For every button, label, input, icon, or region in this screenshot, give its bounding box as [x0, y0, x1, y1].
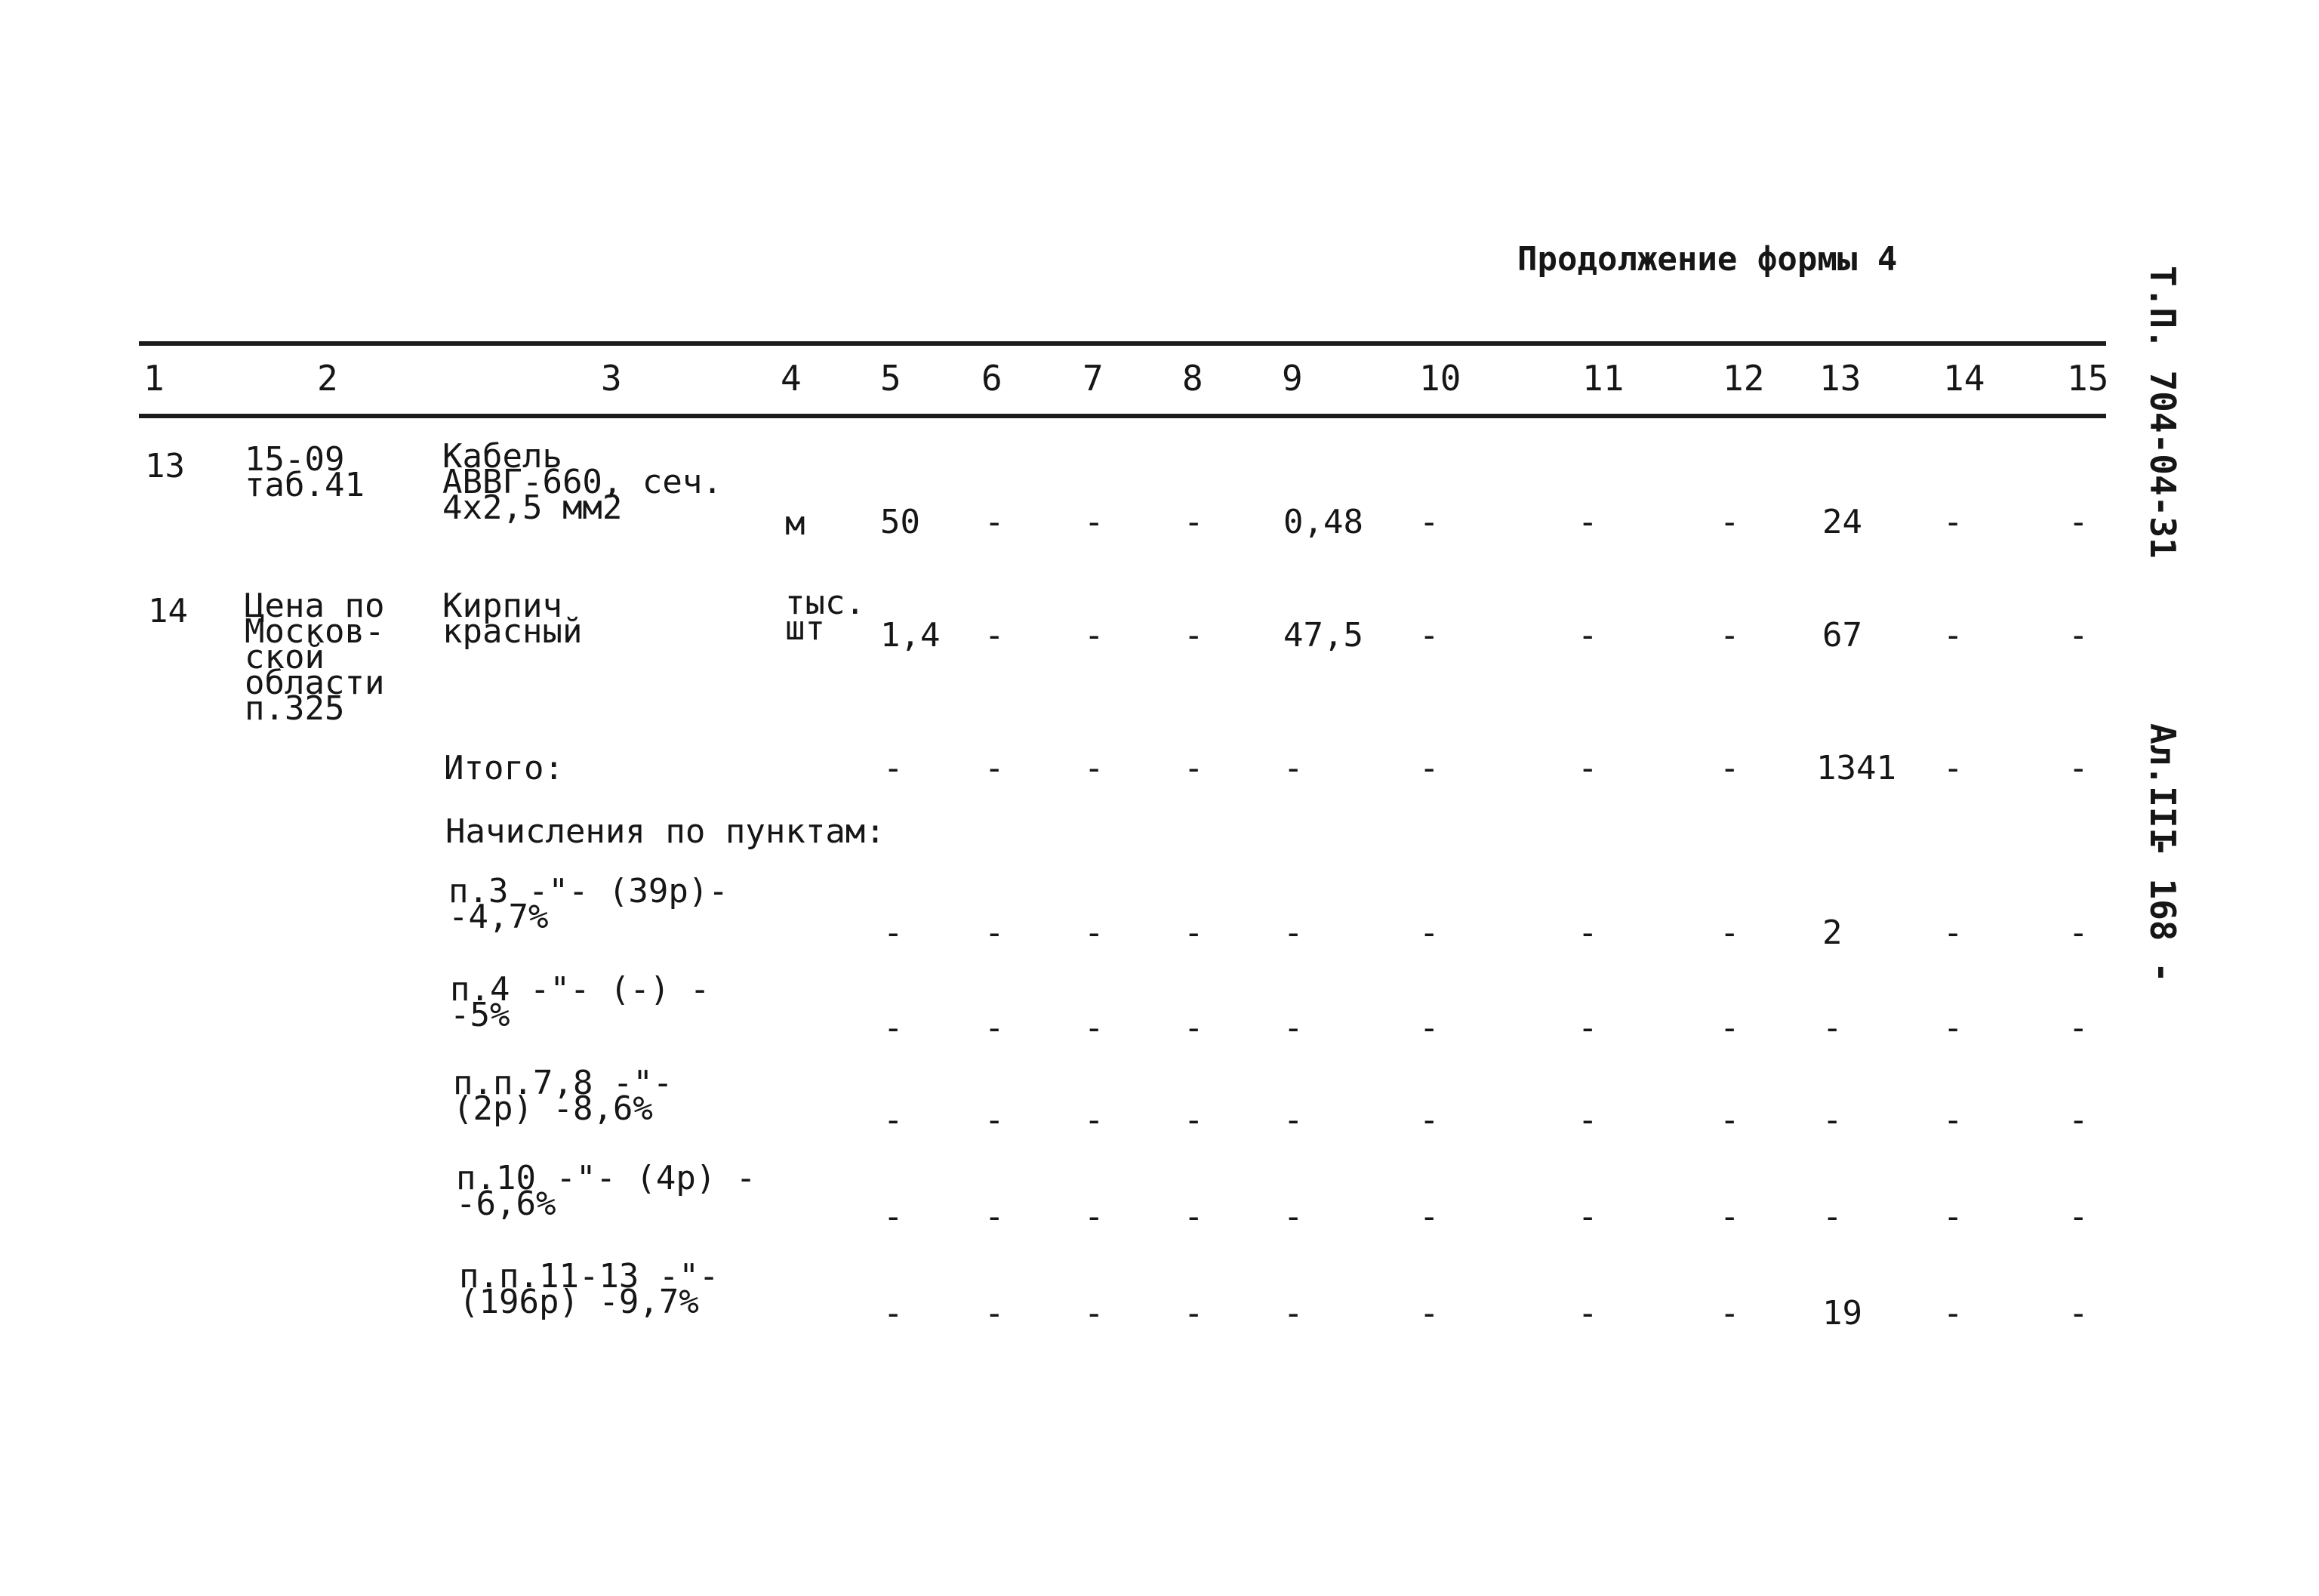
cell-col7: - — [1084, 616, 1104, 655]
cell-col10: - — [1419, 1101, 1440, 1139]
cell-col12: - — [1720, 1009, 1740, 1047]
unit-cell: м — [785, 504, 805, 543]
cell-col12: - — [1720, 749, 1740, 787]
cell-col7: - — [1084, 914, 1104, 952]
cell-col8: - — [1184, 914, 1204, 952]
charge-label: п.п.11-13 -"- (196р) -9,7% — [459, 1257, 719, 1321]
column-header-9: 9 — [1282, 358, 1303, 399]
cell-col6: - — [984, 749, 1005, 787]
cell-col14: - — [1943, 749, 1963, 787]
cell-col9: - — [1283, 1101, 1304, 1139]
cell-col15: - — [2068, 616, 2089, 655]
cell-col6: - — [984, 1294, 1005, 1333]
column-header-14: 14 — [1943, 358, 1985, 399]
name-cell: Кабель АВВГ-660, сеч. 4х2,5 мм2 — [442, 437, 722, 527]
unit-cell: тыс. шт — [785, 584, 865, 648]
cell-col11: - — [1578, 749, 1598, 787]
cell-col13: - — [1822, 1197, 1843, 1236]
cell-col5: - — [883, 1009, 904, 1047]
cell-col13: 24 — [1822, 503, 1862, 541]
cell-col9: - — [1283, 1197, 1304, 1236]
cell-col13: 19 — [1822, 1294, 1862, 1333]
cell-col6: - — [984, 914, 1005, 952]
column-header-5: 5 — [880, 358, 901, 399]
cell-col13: - — [1822, 1101, 1843, 1139]
header-top-rule — [139, 341, 2106, 346]
cell-col11: - — [1578, 1101, 1598, 1139]
cell-col14: - — [1943, 914, 1963, 952]
column-header-2: 2 — [317, 358, 338, 399]
cell-col5: - — [883, 914, 904, 952]
cell-col8: - — [1184, 616, 1204, 655]
column-header-6: 6 — [981, 358, 1002, 399]
cell-col9: - — [1283, 914, 1304, 952]
cell-col8: - — [1184, 1294, 1204, 1333]
cell-col14: - — [1943, 1294, 1963, 1333]
cell-col11: - — [1578, 1294, 1598, 1333]
charges-heading: Начисления по пунктам: — [445, 812, 885, 851]
cell-col12: - — [1720, 503, 1740, 541]
cell-col11: - — [1578, 1197, 1598, 1236]
cell-col11: - — [1578, 616, 1598, 655]
charge-label: п.10 -"- (4р) - -6,6% — [456, 1159, 756, 1223]
column-header-13: 13 — [1819, 358, 1862, 399]
cell-col6: - — [984, 1197, 1005, 1236]
charge-label: п.3 -"- (39р)- -4,7% — [448, 872, 728, 936]
row-number: 13 — [145, 447, 185, 485]
cell-col7: - — [1084, 749, 1104, 787]
column-header-12: 12 — [1723, 358, 1765, 399]
cell-col6: - — [984, 1101, 1005, 1139]
cell-col9: 0,48 — [1283, 503, 1363, 541]
cell-col7: - — [1084, 503, 1104, 541]
cell-col12: - — [1720, 616, 1740, 655]
cell-col14: - — [1943, 1009, 1963, 1047]
column-header-3: 3 — [601, 358, 622, 399]
cell-col9: 47,5 — [1283, 616, 1363, 655]
cell-col14: - — [1943, 1197, 1963, 1236]
cell-col15: - — [2068, 1197, 2089, 1236]
cell-col10: - — [1419, 1294, 1440, 1333]
basis-cell: Цена по Москов- ской области п.325 — [245, 587, 385, 728]
form-caption: Продолжение формы 4 — [1517, 240, 1898, 279]
cell-col10: - — [1419, 914, 1440, 952]
column-header-8: 8 — [1182, 358, 1203, 399]
cell-col15: - — [2068, 1294, 2089, 1333]
cell-col5: - — [883, 1197, 904, 1236]
column-header-1: 1 — [143, 358, 165, 399]
cell-col6: - — [984, 503, 1005, 541]
cell-col6: - — [984, 616, 1005, 655]
cell-col15: - — [2068, 1101, 2089, 1139]
column-header-15: 15 — [2067, 358, 2109, 399]
cell-col14: - — [1943, 616, 1963, 655]
cell-col15: - — [2068, 503, 2089, 541]
cell-col11: - — [1578, 1009, 1598, 1047]
cell-col10: - — [1419, 1009, 1440, 1047]
cell-col7: - — [1084, 1009, 1104, 1047]
cell-col6: - — [984, 1009, 1005, 1047]
cell-col14: - — [1943, 503, 1963, 541]
charge-label: п.4 -"- (-) - -5% — [450, 970, 710, 1034]
cell-col10: - — [1419, 1197, 1440, 1236]
cell-col13: - — [1822, 1009, 1843, 1047]
cell-col11: - — [1578, 503, 1598, 541]
cell-col8: - — [1184, 1009, 1204, 1047]
cell-col12: - — [1720, 914, 1740, 952]
cell-col9: - — [1283, 1294, 1304, 1333]
cell-col7: - — [1084, 1197, 1104, 1236]
cell-col10: - — [1419, 503, 1440, 541]
cell-col12: - — [1720, 1294, 1740, 1333]
column-header-10: 10 — [1419, 358, 1461, 399]
cell-col8: - — [1184, 749, 1204, 787]
cell-col11: - — [1578, 914, 1598, 952]
cell-col8: - — [1184, 1197, 1204, 1236]
cell-col5: - — [883, 1101, 904, 1139]
column-header-7: 7 — [1083, 358, 1104, 399]
charge-label: п.п.7,8 -"- (2р) -8,6% — [453, 1064, 673, 1128]
cell-col10: - — [1419, 616, 1440, 655]
column-header-11: 11 — [1582, 358, 1625, 399]
cell-col9: - — [1283, 749, 1304, 787]
cell-col7: - — [1084, 1294, 1104, 1333]
cell-col14: - — [1943, 1101, 1963, 1139]
cell-col5: - — [883, 1294, 904, 1333]
cell-col8: - — [1184, 1101, 1204, 1139]
cell-col7: - — [1084, 1101, 1104, 1139]
page-number: - 168 - — [2142, 837, 2183, 983]
cell-col10: - — [1419, 749, 1440, 787]
cell-col13: 1341 — [1816, 749, 1896, 787]
cell-col15: - — [2068, 749, 2089, 787]
album-label: Ал.III — [2142, 723, 2183, 849]
cell-col12: - — [1720, 1197, 1740, 1236]
column-header-4: 4 — [781, 358, 802, 399]
row-number: 14 — [148, 592, 188, 630]
total-label: Итого: — [444, 749, 564, 787]
cell-col13: 67 — [1822, 616, 1862, 655]
basis-cell: 15-09 таб.41 — [245, 440, 365, 504]
header-bottom-rule — [139, 414, 2106, 418]
cell-col8: - — [1184, 503, 1204, 541]
cell-col5: - — [883, 749, 904, 787]
cell-col9: - — [1283, 1009, 1304, 1047]
cell-col13: 2 — [1822, 914, 1843, 952]
cell-col15: - — [2068, 1009, 2089, 1047]
cell-col15: - — [2068, 914, 2089, 952]
cell-col12: - — [1720, 1101, 1740, 1139]
cell-col5: 50 — [880, 503, 920, 541]
cell-col5: 1,4 — [880, 616, 941, 655]
name-cell: Кирпич красный — [442, 587, 583, 651]
document-code: Т.П. 704-04-31 — [2142, 266, 2183, 559]
